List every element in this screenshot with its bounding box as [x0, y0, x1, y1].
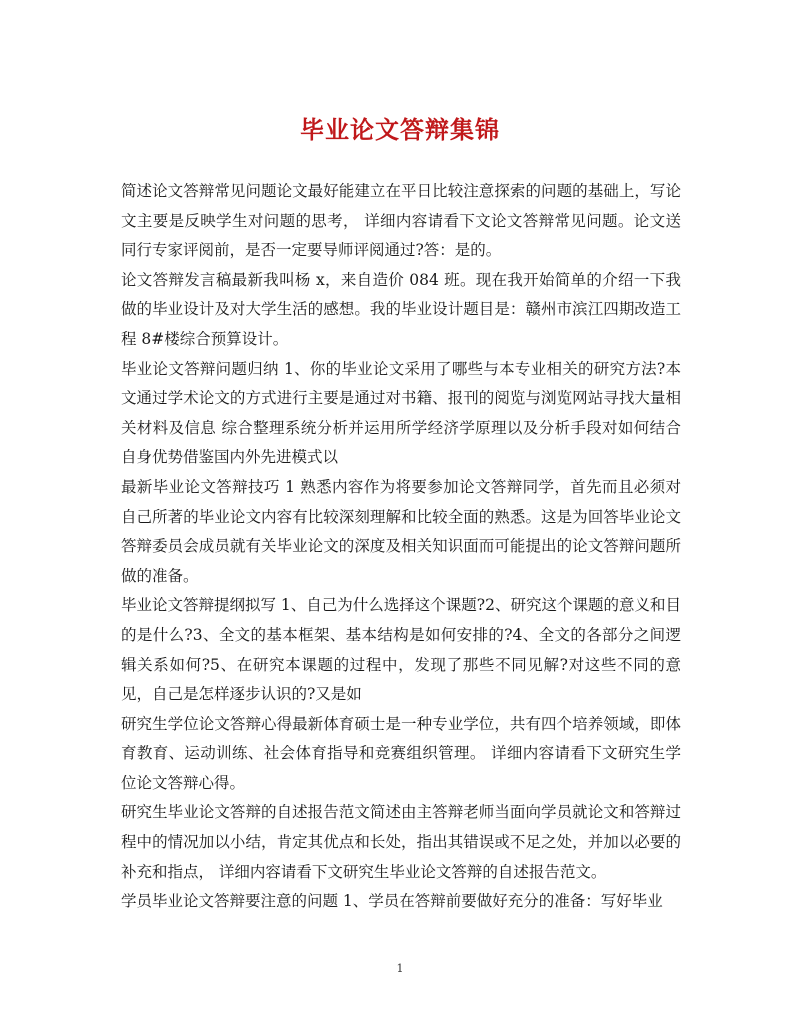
paragraph: 研究生学位论文答辩心得最新体育硕士是一种专业学位，共有四个培养领域，即体育教育、运动训练、社会体育指导和竞赛组织管理。 详细内容请看下文研究生学位论文答辩心得。	[121, 714, 681, 792]
paragraph: 毕业论文答辩提纲拟写 1、自己为什么选择这个课题?2、研究这个课题的意义和目的是什么?3、全文的基本框架、基本结构是如何安排的?4、全文的各部分之间逻辑关系如何?5、在研究本课题的过程中，发现了那些不同见解?对这些不同的意见，自己是怎样逐步认识的?又是如	[121, 596, 681, 704]
paragraph: 论文答辩发言稿最新我叫杨 x，来自造价 084 班。现在我开始简单的介绍一下我做的毕业设计及对大学生活的感想。我的毕业设计题目是：赣州市滨江四期改造工程 8#楼综合预算设计。	[121, 270, 681, 348]
page-number: 1	[396, 962, 404, 975]
paragraph: 最新毕业论文答辩技巧 1 熟悉内容作为将要参加论文答辩同学，首先而且必须对自己所著的毕业论文内容有比较深刻理解和比较全面的熟悉。这是为回答毕业论文答辩委员会成员就有关毕业论文的深度及相关知识面而可能提出的论文答辩问题所做的准备。	[121, 477, 681, 585]
paragraph: 简述论文答辩常见问题论文最好能建立在平日比较注意探索的问题的基础上，写论文主要是反映学生对问题的思考， 详细内容请看下文论文答辩常见问题。论文送同行专家评阅前，是否一定要导师评阅通过?答：是的。	[121, 182, 681, 260]
paragraph: 研究生毕业论文答辩的自述报告范文简述由主答辩老师当面向学员就论文和答辩过程中的情况加以小结，肯定其优点和长处，指出其错误或不足之处，并加以必要的补充和指点， 详细内容请看下文研究生毕业论文答辩的自述报告范文。	[121, 803, 681, 881]
document-body	[121, 177, 681, 917]
paragraph: 学员毕业论文答辩要注意的问题 1、学员在答辩前要做好充分的准备：写好毕业	[121, 892, 663, 911]
document-title: 毕业论文答辩集锦	[300, 115, 500, 144]
paragraph: 毕业论文答辩问题归纳 1、你的毕业论文采用了哪些与本专业相关的研究方法?本文通过学术论文的方式进行主要是通过对书籍、报刊的阅览与浏览网站寻找大量相关材料及信息 综合整理系统分析并运用所学经济学原理以及分析手段对如何结合自身优势借鉴国内外先进模式以	[121, 359, 681, 467]
